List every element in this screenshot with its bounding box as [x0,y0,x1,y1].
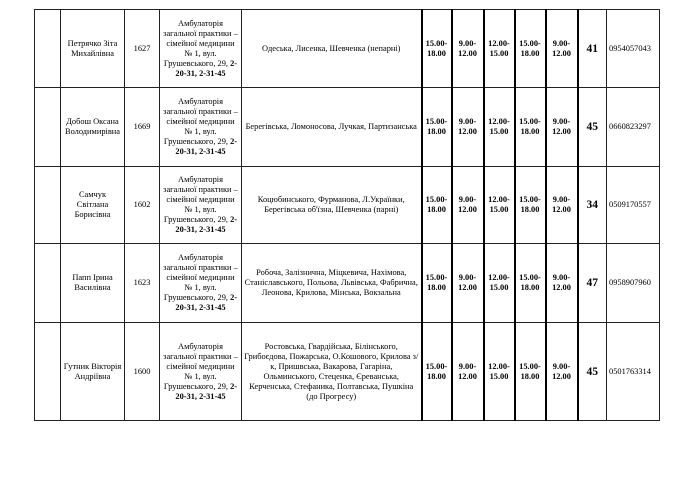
schedule-cell: 9.00-12.00 [452,88,484,167]
doctors-table [34,9,660,421]
schedule-cell: 9.00-12.00 [546,323,578,421]
streets-cell: Коцюбинського, Фурманова, Л.Українки, Берегівська об'їзна, Шевченка (парні) [242,167,422,244]
doctor-id-cell: 1623 [125,244,160,323]
schedule-cell: 12.00-15.00 [484,167,515,244]
row-number-cell [35,167,61,244]
phone-cell: 0509170557 [607,167,660,244]
doctor-name-cell: Гутник Вікторія Андріївна [61,323,125,421]
schedule-cell: 9.00-12.00 [452,10,484,88]
clinic-phones: 2-20-31, 2-31-45 [175,137,238,156]
schedule-cell: 15.00-18.00 [422,323,452,421]
schedule-cell: 15.00-18.00 [515,323,546,421]
row-number-cell [35,323,61,421]
row-number-cell [35,88,61,167]
clinic-cell [160,167,242,244]
row-number-cell [35,10,61,88]
doctor-name-cell: Самчук Світлана Борисівна [61,167,125,244]
clinic-address: Амбулаторія загальної практики – сімейної медицини № 1, вул. Грушевського, 29, [163,18,238,68]
clinic-phones: 2-20-31, 2-31-45 [175,58,238,78]
schedule-cell: 9.00-12.00 [546,88,578,167]
streets-cell: Ростовська, Гвардійська, Білінського, Грибоєдова, Пожарська, О.Кошового, Крилова з/к, Пришвська, Вакарова, Гагаріна, Ольминського, Стеценка, Єреванська, Керченська, Стефаника, Полтавська, Пушкіна (до Прогресу) [242,323,422,421]
schedule-cell: 15.00-18.00 [422,10,452,88]
table-row [35,323,660,421]
phone-cell: 0501763314 [607,323,660,421]
doctor-name-cell: Папп Ірина Василівна [61,244,125,323]
schedule-cell: 15.00-18.00 [422,244,452,323]
schedule-cell: 9.00-12.00 [452,244,484,323]
doctor-name-cell: Добош Оксана Володимирівна [61,88,125,167]
clinic-address: Амбулаторія загальної практики – сімейної медицини № 1, вул. Грушевського, 29, [163,253,238,302]
schedule-cell: 9.00-12.00 [546,244,578,323]
patients-count-cell: 34 [578,167,607,244]
doctor-id-cell: 1602 [125,167,160,244]
schedule-cell: 12.00-15.00 [484,244,515,323]
clinic-address: Амбулаторія загальної практики – сімейної медицини № 1, вул. Грушевського, 29, [163,175,238,224]
phone-cell: 0660823297 [607,88,660,167]
schedule-cell: 9.00-12.00 [452,167,484,244]
row-number-cell [35,244,61,323]
schedule-cell: 15.00-18.00 [422,167,452,244]
table-row [35,10,660,88]
schedule-cell: 15.00-18.00 [515,244,546,323]
schedule-cell: 9.00-12.00 [452,323,484,421]
doctor-id-cell: 1627 [125,10,160,88]
table-row [35,88,660,167]
patients-count-cell: 41 [578,10,607,88]
schedule-cell: 12.00-15.00 [484,10,515,88]
streets-cell: Берегівська, Ломоносова, Лучкая, Партизанська [242,88,422,167]
streets-cell: Одеська, Лисенка, Шевченка (непарні) [242,10,422,88]
clinic-cell [160,10,242,88]
schedule-cell: 9.00-12.00 [546,167,578,244]
schedule-cell: 9.00-12.00 [546,10,578,88]
schedule-cell: 15.00-18.00 [515,167,546,244]
clinic-cell [160,323,242,421]
phone-cell: 0958907960 [607,244,660,323]
schedule-cell: 12.00-15.00 [484,323,515,421]
phone-cell: 0954057043 [607,10,660,88]
clinic-cell [160,88,242,167]
schedule-cell: 15.00-18.00 [422,88,452,167]
table-body [35,10,660,421]
table-row [35,244,660,323]
clinic-phones: 2-20-31, 2-31-45 [175,215,238,234]
clinic-address: Амбулаторія загальної практики – сімейної медицини № 1, вул. Грушевського, 29, [163,97,238,146]
clinic-cell [160,244,242,323]
streets-cell: Робоча, Залізнична, Міцкевича, Нахімова, Станіславського, Польова, Львівська, Фабрична, Леонова, Крилова, Мінська, Вокзальна [242,244,422,323]
doctor-id-cell: 1600 [125,323,160,421]
doctor-id-cell: 1669 [125,88,160,167]
schedule-cell: 12.00-15.00 [484,88,515,167]
patients-count-cell: 47 [578,244,607,323]
patients-count-cell: 45 [578,323,607,421]
table-row [35,167,660,244]
schedule-cell: 15.00-18.00 [515,10,546,88]
clinic-phones: 2-20-31, 2-31-45 [175,381,238,401]
patients-count-cell: 45 [578,88,607,167]
clinic-phones: 2-20-31, 2-31-45 [175,293,238,312]
doctor-name-cell: Петрячко Зіта Михайлівна [61,10,125,88]
schedule-cell: 15.00-18.00 [515,88,546,167]
clinic-address: Амбулаторія загальної практики – сімейної медицини № 1, вул. Грушевського, 29, [163,341,238,391]
